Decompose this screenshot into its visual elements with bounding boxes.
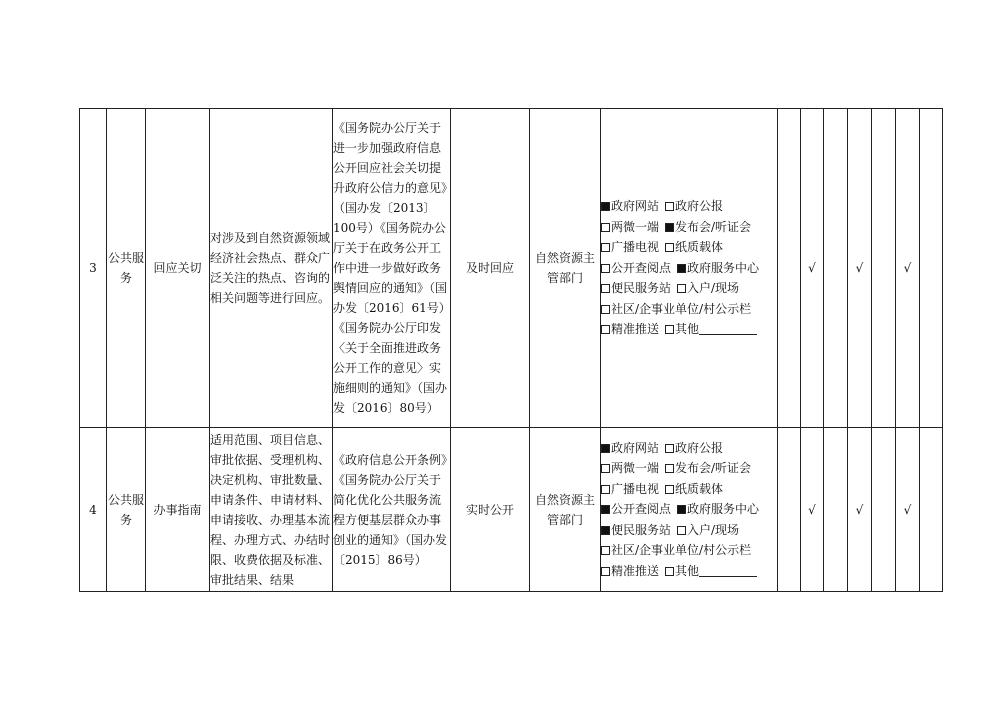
mark-cell [778,109,801,428]
checked-box-icon [601,444,610,453]
checked-box-icon [677,505,686,514]
checked-box-icon [601,505,610,514]
channel-line [601,217,777,238]
channel-line [601,237,777,258]
mark-cell [920,109,943,428]
content-cell: 对涉及到自然资源领域经济社会热点、群众广泛关注的热点、咨询的相关问题等进行回应。 [210,109,333,428]
channel-option [601,482,659,496]
channel-label: 纸质载体 [675,481,724,496]
channel-label: 社区/企事业单位/村公示栏 [611,301,752,316]
channel-line [601,499,777,520]
mark-cell [824,109,848,428]
channel-label: 精准推送 [611,322,660,337]
mark-cell: √ [848,428,872,592]
channel-line [601,458,777,479]
unchecked-box-icon [601,243,610,252]
basis-cell: 《政府信息公开条例》《国务院办公厅关于简化优化公共服务流程方便基层群众办事创业的通知》（国办发〔2015〕86号） [333,428,451,592]
channel-line [601,438,777,459]
channel-option [665,482,723,496]
time-cell: 及时回应 [451,109,530,428]
unchecked-box-icon [601,264,610,273]
channel-option [665,322,757,336]
department-cell: 自然资源主管部门 [530,428,601,592]
channel-option [665,564,757,578]
channel-label: 便民服务站 [611,281,672,296]
category-cell: 公共服务 [107,428,146,592]
unchecked-box-icon [665,444,674,453]
mark-cell: √ [896,428,920,592]
checked-box-icon [665,223,674,232]
channel-option [601,199,659,213]
item-cell: 办事指南 [146,428,210,592]
channel-label: 精准推送 [611,563,660,578]
channel-label: 发布会/听证会 [675,219,752,234]
department-cell: 自然资源主管部门 [530,109,601,428]
channel-label: 政府网站 [611,199,660,214]
channel-option [665,240,723,254]
channel-option [601,220,659,234]
channel-option [601,441,659,455]
channel-label: 政府服务中心 [687,260,760,275]
channel-label: 社区/企事业单位/村公示栏 [611,543,752,558]
channel-line [601,196,777,217]
channel-line [601,319,777,340]
channel-label: 两微一端 [611,219,660,234]
unchecked-box-icon [601,325,610,334]
channel-line [601,520,777,541]
channel-label: 两微一端 [611,461,660,476]
channel-label: 公开查阅点 [611,260,672,275]
channel-line [601,540,777,561]
channel-label: 便民服务站 [611,522,672,537]
fill-in-blank [699,322,757,335]
channel-option [677,281,739,295]
mark-cell: √ [896,109,920,428]
unchecked-box-icon [601,223,610,232]
disclosure-table [79,108,943,592]
unchecked-box-icon [677,526,686,535]
channel-line [601,479,777,500]
channel-option [601,502,671,516]
mark-cell [920,428,943,592]
channel-option [601,543,751,557]
table-row [80,109,943,428]
channel-label: 入户/现场 [687,522,740,537]
table-row [80,428,943,592]
channel-option [601,281,671,295]
channel-label: 政府网站 [611,440,660,455]
channel-label: 纸质载体 [675,240,724,255]
category-cell: 公共服务 [107,109,146,428]
checked-box-icon [601,526,610,535]
unchecked-box-icon [601,485,610,494]
mark-cell [778,428,801,592]
channel-label: 其他 [675,563,700,578]
unchecked-box-icon [601,464,610,473]
channels-cell [601,428,778,592]
row-number: 3 [80,109,107,428]
unchecked-box-icon [665,202,674,211]
channel-label: 政府公报 [675,199,724,214]
channel-option [601,461,659,475]
unchecked-box-icon [601,284,610,293]
channel-option [601,564,659,578]
content-cell: 适用范围、项目信息、审批依据、受理机构、决定机构、审批数量、申请条件、申请材料、申请接收、办理基本流程、办理方式、办结时限、收费依据及标准、审批结果、结果 [210,428,333,592]
unchecked-box-icon [665,464,674,473]
channel-option [677,523,739,537]
channels-cell [601,109,778,428]
row-number: 4 [80,428,107,592]
unchecked-box-icon [665,485,674,494]
unchecked-box-icon [665,243,674,252]
time-cell: 实时公开 [451,428,530,592]
channel-label: 入户/现场 [687,281,740,296]
channel-option [601,240,659,254]
channel-label: 发布会/听证会 [675,461,752,476]
channel-option [601,261,671,275]
channel-option [665,441,723,455]
channel-label: 政府服务中心 [687,502,760,517]
mark-cell [872,428,896,592]
channel-label: 其他 [675,322,700,337]
unchecked-box-icon [665,325,674,334]
channel-label: 公开查阅点 [611,502,672,517]
mark-cell: √ [801,428,824,592]
channel-option [677,261,759,275]
checked-box-icon [601,202,610,211]
mark-cell: √ [801,109,824,428]
unchecked-box-icon [601,546,610,555]
channel-option [677,502,759,516]
item-cell: 回应关切 [146,109,210,428]
unchecked-box-icon [601,305,610,314]
channel-line [601,258,777,279]
channel-line [601,299,777,320]
channel-line [601,561,777,582]
channel-label: 广播电视 [611,481,660,496]
checked-box-icon [677,264,686,273]
channel-option [601,523,671,537]
channel-line [601,278,777,299]
channel-option [601,322,659,336]
basis-cell: 《国务院办公厅关于进一步加强政府信息公开回应社会关切提升政府公信力的意见》（国办发〔2013〕100号）《国务院办公厅关于在政务公开工作中进一步做好政务舆情回应的通知》（国办发〔2016〕61号）《国务院办公厅印发〈关于全面推进政务公开工作的意见〉实施细则的通知》（国办发〔2016〕80号） [333,109,451,428]
mark-cell: √ [848,109,872,428]
channel-label: 政府公报 [675,440,724,455]
channel-option [665,199,723,213]
channel-option [665,220,751,234]
channel-option [601,302,751,316]
mark-cell [824,428,848,592]
mark-cell [872,109,896,428]
unchecked-box-icon [665,567,674,576]
fill-in-blank [699,564,757,577]
unchecked-box-icon [677,284,686,293]
channel-option [665,461,751,475]
unchecked-box-icon [601,567,610,576]
channel-label: 广播电视 [611,240,660,255]
